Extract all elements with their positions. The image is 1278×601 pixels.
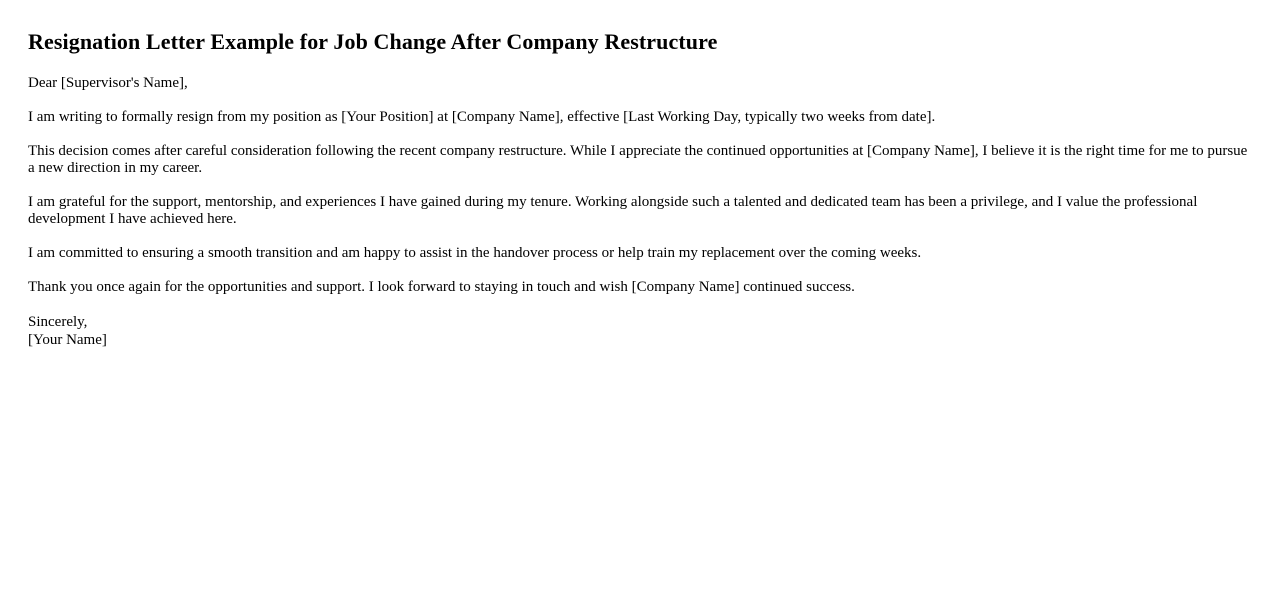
letter-paragraph-1: I am writing to formally resign from my position as [Your Position] at [Company Name], effective [Last Working Day, typically two weeks from date]. [28,109,936,125]
letter-paragraph-2: This decision comes after careful consideration following the recent company restructure. While I appreciate the continued opportunities at [Company Name], I believe it is the right time for me to pursue a new direction in my career. [28,143,1248,176]
letter-paragraph-5: Thank you once again for the opportunities and support. I look forward to staying in touch and wish [Company Name] continued success. [28,279,855,295]
letter-signature: [Your Name] [28,332,107,348]
letter-closing: Sincerely, [28,314,88,330]
letter-closing-block [28,313,1250,349]
letter-paragraph-3: I am grateful for the support, mentorship, and experiences I have gained during my tenure. Working alongside such a talented and dedicated team has been a privilege, and I value the professional development I have achieved here. [28,194,1198,227]
page-title: Resignation Letter Example for Job Change After Company Restructure [28,29,718,54]
letter-document [28,0,1250,349]
letter-paragraph-4: I am committed to ensuring a smooth transition and am happy to assist in the handover process or help train my replacement over the coming weeks. [28,245,922,261]
letter-greeting: Dear [Supervisor's Name], [28,75,188,91]
